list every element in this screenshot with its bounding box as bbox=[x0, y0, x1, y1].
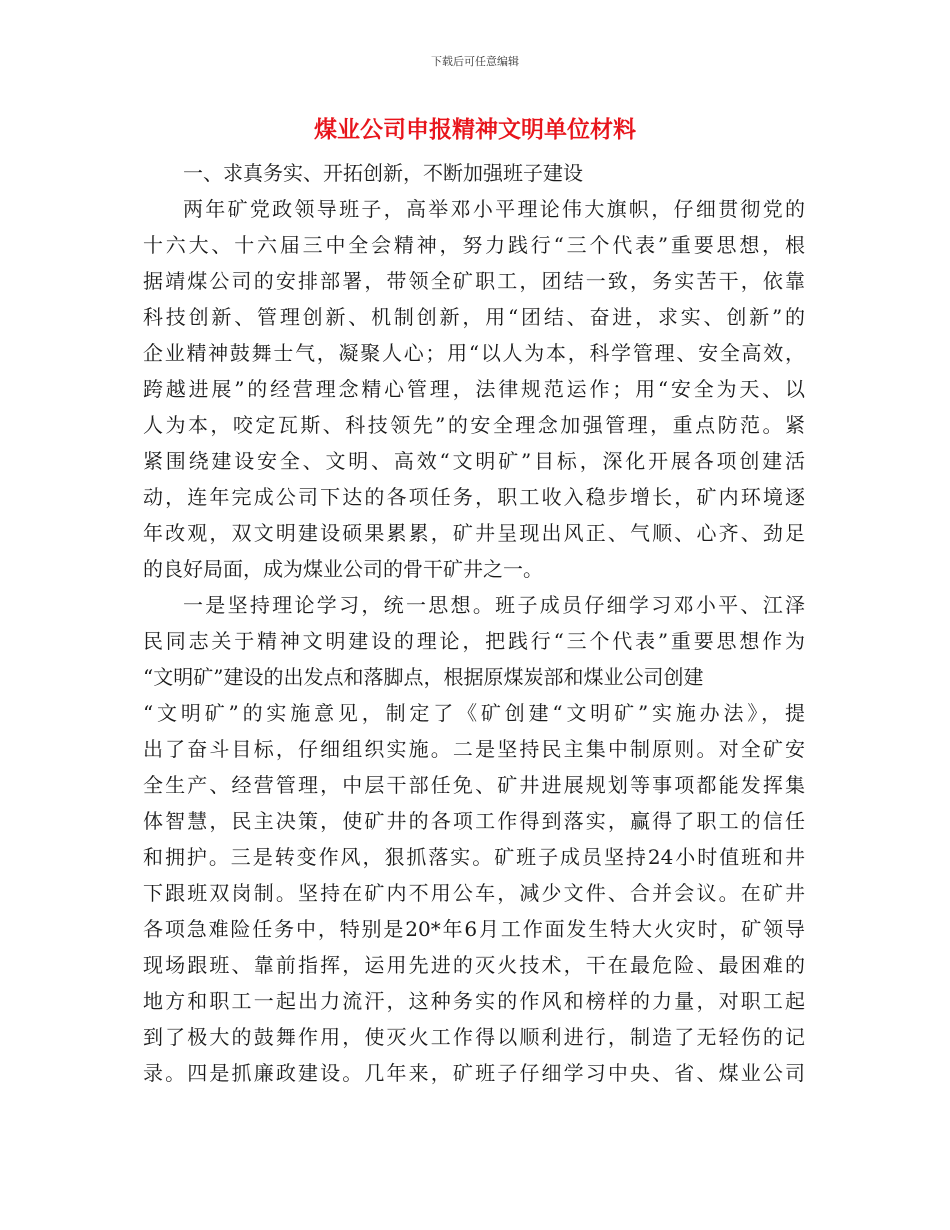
text-line: 人为本，咬定瓦斯、科技领先”的安全理念加强管理，重点防范。紧 bbox=[143, 413, 805, 437]
text-line: 跨越进展”的经营理念精心管理，法律规范运作；用“安全为天、以 bbox=[143, 377, 805, 401]
document-title: 煤业公司申报精神文明单位材料 bbox=[314, 117, 636, 143]
text-line: 十六大、十六届三中全会精神，努力践行“三个代表”重要思想，根 bbox=[143, 233, 805, 257]
text-line: 民同志关于精神文明建设的理论，把践行“三个代表”重要思想作为 bbox=[143, 629, 805, 653]
text-line: 紧围绕建设安全、文明、高效“文明矿”目标，深化开展各项创建活 bbox=[143, 449, 805, 473]
text-line: 到了极大的鼓舞作用，使灭火工作得以顺利进行，制造了无轻伤的记 bbox=[143, 1025, 805, 1049]
body-text bbox=[143, 155, 805, 1091]
text-line: 地方和职工一起出力流汗，这种务实的作风和榜样的力量，对职工起 bbox=[143, 989, 805, 1013]
text-line: 和拥护。三是转变作风，狠抓落实。矿班子成员坚持24小时值班和井 bbox=[143, 845, 805, 869]
text-line: 的良好局面，成为煤业公司的骨干矿井之一。 bbox=[143, 557, 543, 581]
text-line: 据靖煤公司的安排部署，带领全矿职工，团结一致，务实苦干，依靠 bbox=[143, 269, 805, 293]
text-line: 两年矿党政领导班子，高举邓小平理论伟大旗帜，仔细贯彻党的 bbox=[183, 197, 805, 221]
text-line: 科技创新、管理创新、机制创新，用“团结、奋进，求实、创新”的 bbox=[143, 305, 805, 329]
header-note: 下载后可任意编辑 bbox=[431, 55, 519, 68]
text-line: “文明矿”的实施意见，制定了《矿创建“文明矿”实施办法》，提 bbox=[143, 701, 805, 725]
text-line: 现场跟班、靠前指挥，运用先进的灭火技术，干在最危险、最困难的 bbox=[143, 953, 805, 977]
text-line: 录。四是抓廉政建设。几年来，矿班子仔细学习中央、省、煤业公司 bbox=[143, 1061, 805, 1085]
text-line: 全生产、经营管理，中层干部任免、矿井进展规划等事项都能发挥集 bbox=[143, 773, 805, 797]
text-line: 出了奋斗目标，仔细组织实施。二是坚持民主集中制原则。对全矿安 bbox=[143, 737, 805, 761]
text-line: 各项急难险任务中，特别是20*年6月工作面发生特大火灾时，矿领导 bbox=[143, 917, 805, 941]
text-line: 企业精神鼓舞士气，凝聚人心；用“以人为本，科学管理、安全高效， bbox=[143, 341, 805, 365]
text-line: 下跟班双岗制。坚持在矿内不用公车，减少文件、合并会议。在矿井 bbox=[143, 881, 805, 905]
text-line: 动，连年完成公司下达的各项任务，职工收入稳步增长，矿内环境逐 bbox=[143, 485, 805, 509]
text-line: 体智慧，民主决策，使矿井的各项工作得到落实，赢得了职工的信任 bbox=[143, 809, 805, 833]
text-line: 一、求真务实、开拓创新，不断加强班子建设 bbox=[183, 161, 583, 185]
text-line: 年改观，双文明建设硕果累累，矿井呈现出风正、气顺、心齐、劲足 bbox=[143, 521, 805, 545]
text-line: “文明矿”建设的出发点和落脚点，根据原煤炭部和煤业公司创建 bbox=[143, 665, 704, 689]
text-line: 一是坚持理论学习，统一思想。班子成员仔细学习邓小平、江泽 bbox=[183, 593, 805, 617]
